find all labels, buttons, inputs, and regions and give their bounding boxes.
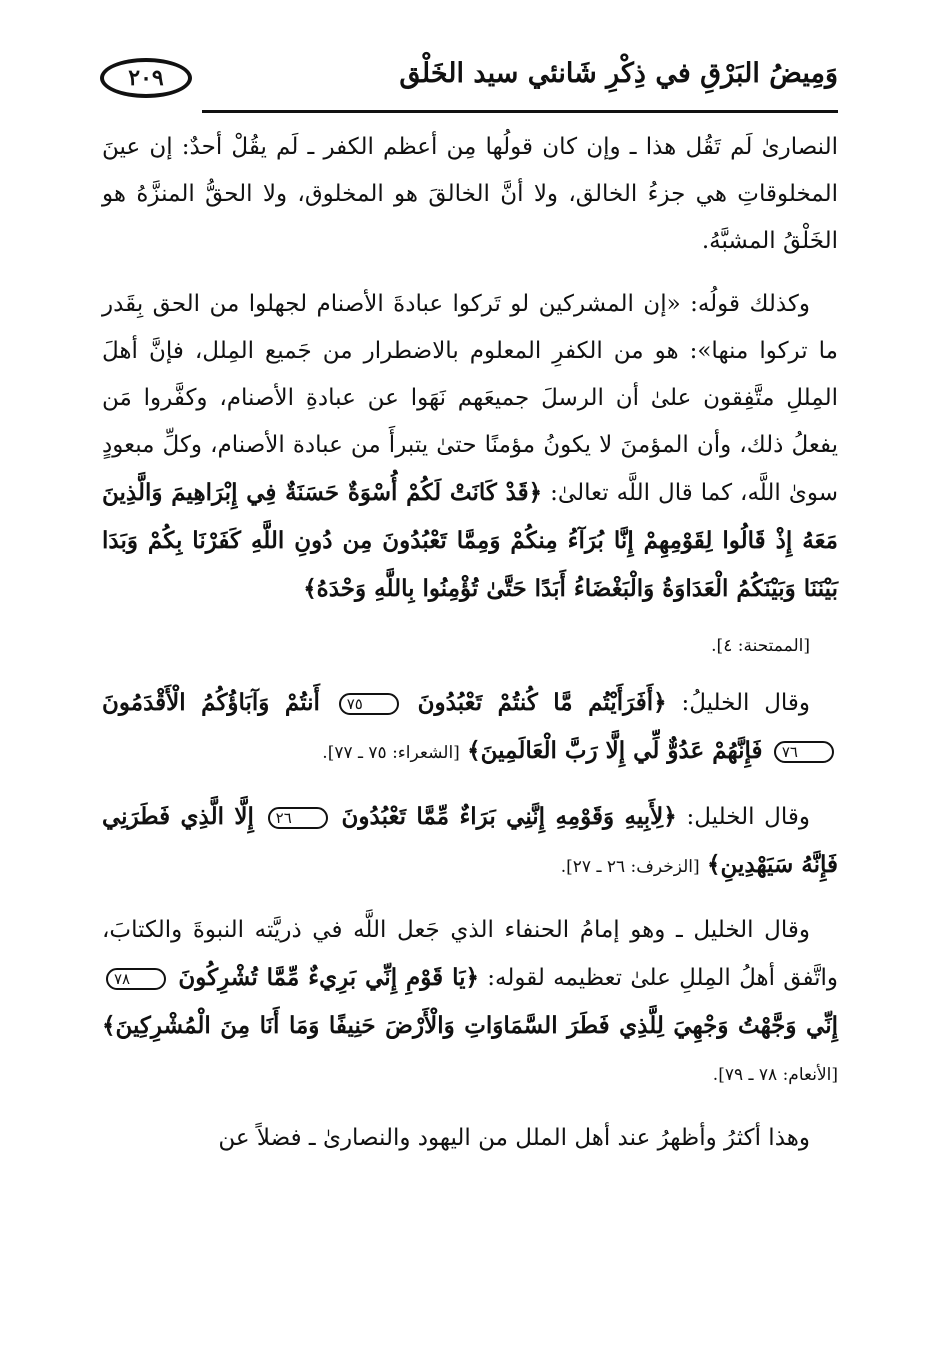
ayah-number-marker: ٧٨ — [106, 968, 166, 990]
page-body — [102, 124, 838, 1178]
quran-verse: إِنِّي وَجَّهْتُ وَجْهِيَ لِلَّذِي فَطَرَ السَّمَاوَاتِ وَالْأَرْضَ حَنِيفًا وَمَا أَنَا مِنَ الْمُشْرِكِينَ﴾ — [102, 1012, 838, 1039]
paragraph-text: النصارىٰ لَم تَقُل هذا ـ وإن كان قولُها مِن أعظم الكفر ـ لَم يقُلْ أحدٌ: إن عينَ المخلوقاتِ هي جزءُ الخالق، ولا أنَّ الخالقَ هو المخلوق، ولا الحقُّ المنزَّهُ هو الخَلْقُ المشبَّهُ. — [102, 134, 838, 254]
paragraph-text: وكذلك قولُه: «إن المشركين لو تَركوا عبادةَ الأصنام لجهلوا من الحق بِقَدر ما تركوا منها»: هو من الكفرِ المعلوم بالاضطرار من جَميع المِلل، فإنَّ أهلَ المِللِ متَّفِقون علىٰ أن الرسلَ جميعَهم نَهَوا عن عبادةِ الأصنام، وكفَّروا مَن يفعلُ ذلك، وأن المؤمنَ لا يكونُ مؤمنًا حتىٰ يتبرأَ من عبادة الأصنام، وكلِّ مبعودٍ سوىٰ اللَّه، كما قال اللَّه تعالىٰ: — [102, 291, 839, 506]
quran-verse: ﴿يَا قَوْمِ إِنِّي بَرِيءٌ مِّمَّا تُشْرِكُونَ — [178, 964, 479, 991]
paragraph-3 — [102, 679, 838, 777]
ayah-number-marker: ٢٦ — [268, 807, 328, 829]
quran-verse: ﴿أَفَرَأَيْتُم مَّا كُنتُمْ تَعْبُدُونَ — [417, 689, 667, 716]
paragraph-lead: وقال الخليل: — [686, 804, 811, 830]
running-title: وَمِيضُ البَرْقِ في ذِكْرِ شَانئي سيد الخَلْق — [399, 58, 838, 89]
quran-verse: ﴿لِأَبِيهِ وَقَوْمِهِ إِنَّنِي بَرَاءٌ مِّمَّا تَعْبُدُونَ — [341, 803, 677, 830]
paragraph-4 — [102, 793, 838, 891]
verse-reference: [الشعراء: ٧٥ ـ ٧٧]. — [322, 743, 460, 763]
ayah-number-marker: ٧٥ — [339, 693, 399, 715]
paragraph-5 — [102, 907, 838, 1099]
paragraph-6 — [102, 1115, 838, 1162]
verse-reference: [الممتحنة: ٤]. — [711, 636, 810, 656]
quran-verse: ﴿قَدْ كَانَتْ لَكُمْ أُسْوَةٌ حَسَنَةٌ فِي إِبْرَاهِيمَ وَالَّذِينَ مَعَهُ إِذْ قَالُوا لِقَوْمِهِمْ إِنَّا بُرَآءُ مِنكُمْ وَمِمَّا تَعْبُدُونَ مِن دُونِ اللَّهِ كَفَرْنَا بِكُمْ وَبَدَا بَيْنَنَا وَبَيْنَكُمُ الْعَدَاوَةُ وَالْبَغْضَاءُ أَبَدًا حَتَّىٰ تُؤْمِنُوا بِاللَّهِ وَحْدَهُ﴾ — [102, 479, 838, 602]
paragraph-text: وقال الخليل ـ وهو إمامُ الحنفاء الذي جَعل اللَّه في ذريَّته النبوةَ والكتابَ، واتَّفق أهلُ المِللِ علىٰ تعظيمه لقوله: — [102, 917, 838, 991]
quran-verse: فَإِنَّهُمْ عَدُوٌّ لِّي إِلَّا رَبَّ الْعَالَمِينَ﴾ — [467, 737, 763, 764]
quran-verse: إِلَّا الَّذِي فَطَرَنِي فَإِنَّهُ سَيَهْدِينِ﴾ — [102, 803, 838, 878]
paragraph-text: وهذا أكثرُ وأظهرُ عند أهل الملل من اليهود والنصارىٰ ـ فضلاً عن — [218, 1125, 810, 1151]
verse-reference: [الزخرف: ٢٦ ـ ٢٧]. — [560, 857, 700, 877]
citation-line — [102, 629, 838, 663]
quran-verse: أَنتُمْ وَآبَاؤُكُمُ الْأَقْدَمُونَ — [102, 689, 320, 716]
ayah-number-marker: ٧٦ — [774, 741, 834, 763]
page-number: ٢٠٩ — [100, 58, 192, 98]
verse-reference: [الأنعام: ٧٨ ـ ٧٩]. — [712, 1065, 838, 1085]
paragraph-1 — [102, 124, 838, 265]
paragraph-lead: وقال الخليلُ: — [681, 690, 811, 716]
paragraph-2 — [102, 281, 838, 613]
header-rule — [202, 110, 838, 113]
page-header — [100, 52, 838, 112]
